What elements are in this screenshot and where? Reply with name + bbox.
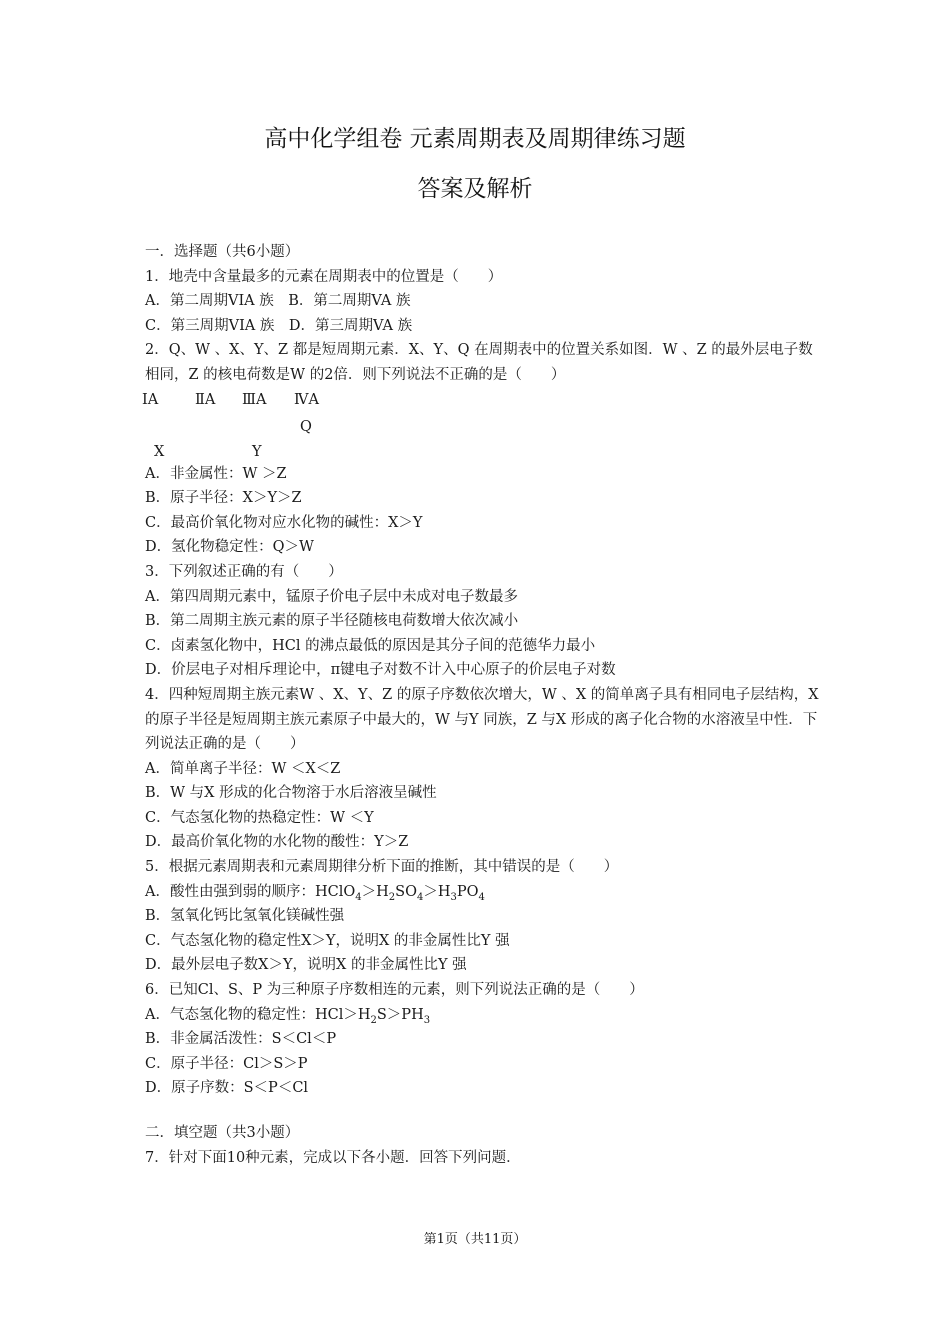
question-6-option-a	[145, 1003, 825, 1028]
group-header-1a: ⅠA	[142, 391, 159, 408]
question-4-option-d: D．最高价氧化物的水化物的酸性：Y＞Z	[145, 834, 409, 851]
document-title: 高中化学组卷 元素周期表及周期律练习题	[264, 126, 686, 152]
subscript: 3	[423, 1014, 431, 1026]
subscript: 2	[370, 1014, 377, 1026]
question-3-stem: 3．下列叙述正确的有（ ）	[145, 563, 343, 580]
question-4-option-b: B．W 与X 形成的化合物溶于水后溶液呈碱性	[145, 785, 437, 802]
question-4-stem: 4．四种短周期主族元素W 、X、Y、Z 的原子序数依次增大，W 、X 的简单离子具有相同电子层结构，X 的原子半径是短周期主族元素原子中最大的，W 与Y 同族，Z 与X 形成的离子化合物的水溶液呈中性．下列说法正确的是（ ）	[145, 686, 819, 753]
option-text: ＞H	[423, 883, 451, 900]
option-text: PO	[456, 883, 479, 900]
question-2-option-d: D．氢化物稳定性：Q＞W	[145, 539, 314, 556]
element-y-cell: Y	[252, 443, 262, 460]
document-subtitle: 答案及解析	[417, 176, 533, 202]
question-7-stem: 7．针对下面10种元素，完成以下各小题．回答下列问题．	[145, 1149, 521, 1166]
question-5-option-d: D．最外层电子数X＞Y，说明X 的非金属性比Y 强	[145, 957, 467, 974]
subscript: 3	[450, 891, 457, 903]
subscript: 2	[388, 891, 396, 903]
question-5-option-a	[145, 880, 825, 905]
group-header-4a: ⅣA	[294, 391, 319, 408]
question-4-option-c: C．气态氢化物的热稳定性：W ＜Y	[145, 809, 374, 826]
document-body	[142, 240, 825, 1170]
question-3-option-b: B．第二周期主族元素的原子半径随核电荷数增大依次减小	[145, 613, 519, 630]
question-2-stem: 2．Q、W 、X、Y、Z 都是短周期元素．X、Y、Q 在周期表中的位置关系如图．W 、Z 的最外层电子数相同，Z 的核电荷数是W 的2倍．则下列说法不正确的是（ ）	[145, 342, 813, 383]
group-header-3a: ⅢA	[242, 391, 267, 408]
question-1-stem: 1．地壳中含量最多的元素在周期表中的位置是（ ）	[145, 268, 503, 285]
question-3-option-c: C．卤素氢化物中，HCl 的沸点最低的原因是其分子间的范德华力最小	[145, 637, 596, 654]
element-q-cell: Q	[300, 418, 312, 435]
question-1-options-cd: C．第三周期VIA 族 D．第三周期VA 族	[145, 317, 413, 334]
question-3-option-a: A．第四周期元素中，锰原子价电子层中未成对电子数最多	[145, 588, 518, 605]
question-2-option-b: B．原子半径：X＞Y＞Z	[145, 490, 302, 507]
option-text: S＞PH	[376, 1006, 424, 1023]
section-spacer	[145, 1101, 825, 1121]
section-heading-choice: 一．选择题（共6小题）	[145, 244, 300, 260]
periodic-position-table	[142, 388, 825, 462]
option-text: SO	[395, 883, 417, 900]
option-text: ＞H	[361, 883, 389, 900]
option-text: A．气态氢化物的稳定性：HCl＞H	[145, 1006, 371, 1023]
subscript: 4	[355, 891, 362, 903]
question-5-option-b: B．氢氧化钙比氢氧化镁碱性强	[145, 908, 345, 925]
question-1-options-ab: A．第二周期VIA 族 B．第二周期VA 族	[145, 293, 411, 310]
group-header-2a: ⅡA	[195, 391, 216, 408]
question-5-option-c: C．气态氢化物的稳定性X＞Y，说明X 的非金属性比Y 强	[145, 932, 510, 949]
subscript: 4	[416, 891, 424, 903]
element-x-cell: X	[154, 443, 165, 460]
question-4-option-a: A．简单离子半径：W ＜X＜Z	[145, 760, 341, 777]
question-6-stem: 6．已知Cl、S、P 为三种原子序数相连的元素，则下列说法正确的是（ ）	[145, 982, 644, 999]
question-6-option-b: B．非金属活泼性：S＜Cl＜P	[145, 1031, 337, 1048]
question-2-option-c: C．最高价氧化物对应水化物的碱性：X＞Y	[145, 514, 423, 531]
question-6-option-d: D．原子序数：S＜P＜Cl	[145, 1080, 309, 1097]
question-2-option-a: A．非金属性：W ＞Z	[145, 465, 287, 482]
option-text: A．酸性由强到弱的顺序：HClO	[145, 883, 356, 900]
page-number-footer: 第1页（共11页）	[423, 1232, 527, 1247]
question-6-option-c: C．原子半径：Cl＞S＞P	[145, 1055, 308, 1072]
question-5-stem: 5．根据元素周期表和元素周期律分析下面的推断，其中错误的是（ ）	[145, 859, 619, 876]
section-heading-fill: 二．填空题（共3小题）	[145, 1125, 300, 1141]
question-3-option-d: D．价层电子对相斥理论中，π键电子对数不计入中心原子的价层电子对数	[145, 662, 616, 679]
subscript: 4	[478, 891, 485, 903]
